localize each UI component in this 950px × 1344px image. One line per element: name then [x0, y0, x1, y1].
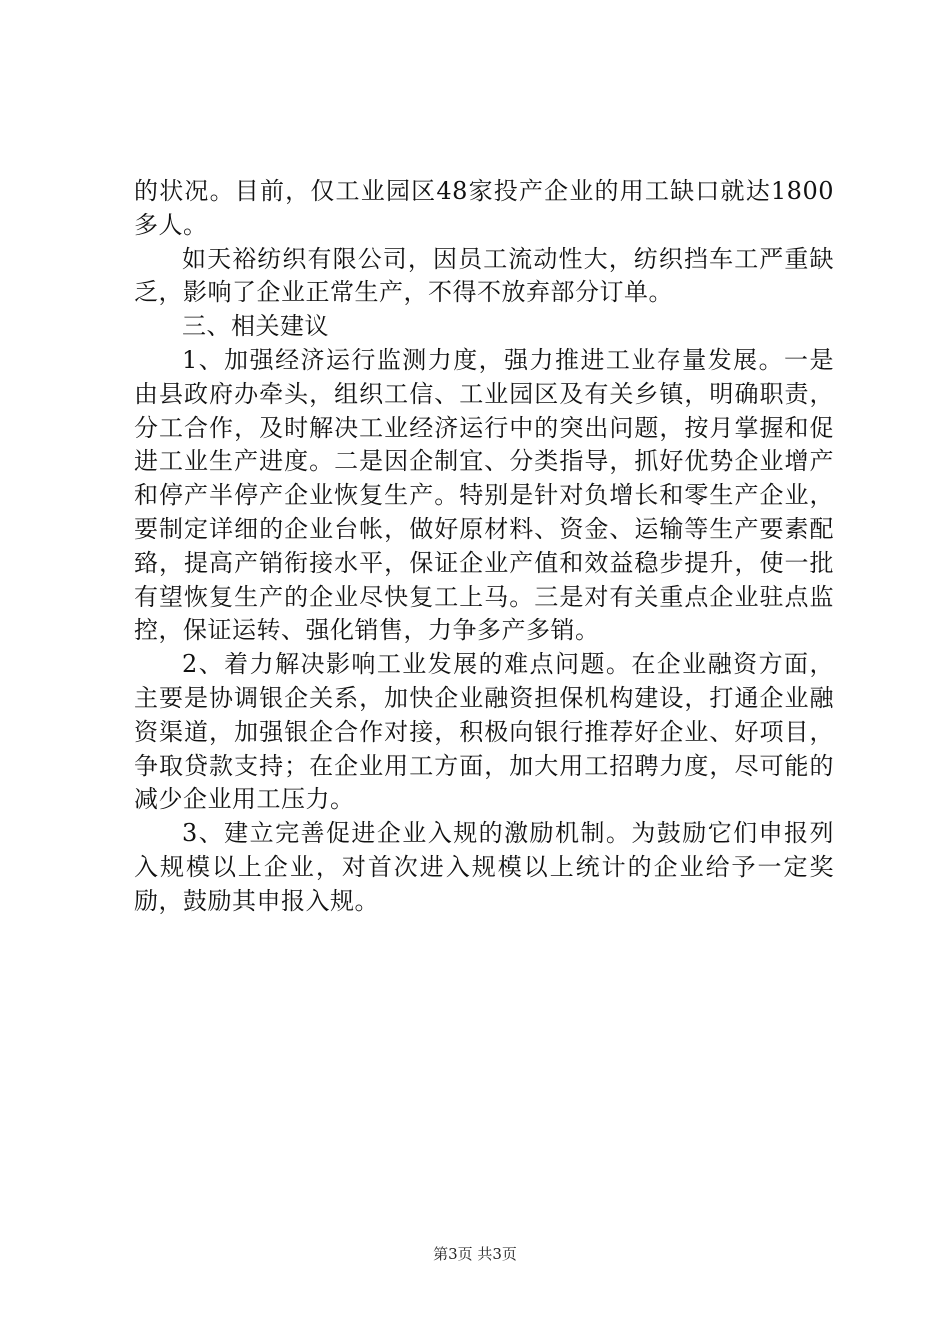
- section-heading: 三、相关建议: [182, 312, 329, 341]
- paragraph-suggestion-3: 3、建立完善促进企业入规的激励机制。为鼓励它们申报列入规模以上企业，对首次进入规模以上统计的企业给予一定奖励，鼓励其申报入规。: [134, 819, 834, 915]
- paragraph-suggestion-1: 1、加强经济运行监测力度，强力推进工业存量发展。一是由县政府办牵头，组织工信、工业园区及有关乡镇，明确职责，分工合作，及时解决工业经济运行中的突出问题，按月掌握和促进工业生产进度。二是因企制宜、分类指导，抓好优势企业增产和停产半停产企业恢复生产。特别是针对负增长和零生产企业，要制定详细的企业台帐，做好原材料、资金、运输等生产要素配臵，提高产销衔接水平，保证企业产值和效益稳步提升，使一批有望恢复生产的企业尽快复工上马。三是对有关重点企业驻点监控，保证运转、强化销售，力争多产多销。: [134, 345, 834, 645]
- paragraph-example: 如天裕纺织有限公司，因员工流动性大，纺织挡车工严重缺乏，影响了企业正常生产，不得不放弃部分订单。: [134, 244, 834, 307]
- paragraph-suggestion-2: 2、着力解决影响工业发展的难点问题。在企业融资方面，主要是协调银企关系，加快企业融资担保机构建设，打通企业融资渠道，加强银企合作对接，积极向银行推荐好企业、好项目，争取贷款支持；在企业用工方面，加大用工招聘力度，尽可能的减少企业用工压力。: [134, 650, 834, 814]
- page-footer: 第3页 共3页: [433, 1245, 517, 1263]
- document-body: [134, 175, 834, 919]
- paragraph-continuation: 的状况。目前，仅工业园区48家投产企业的用工缺口就达1800多人。: [134, 177, 834, 239]
